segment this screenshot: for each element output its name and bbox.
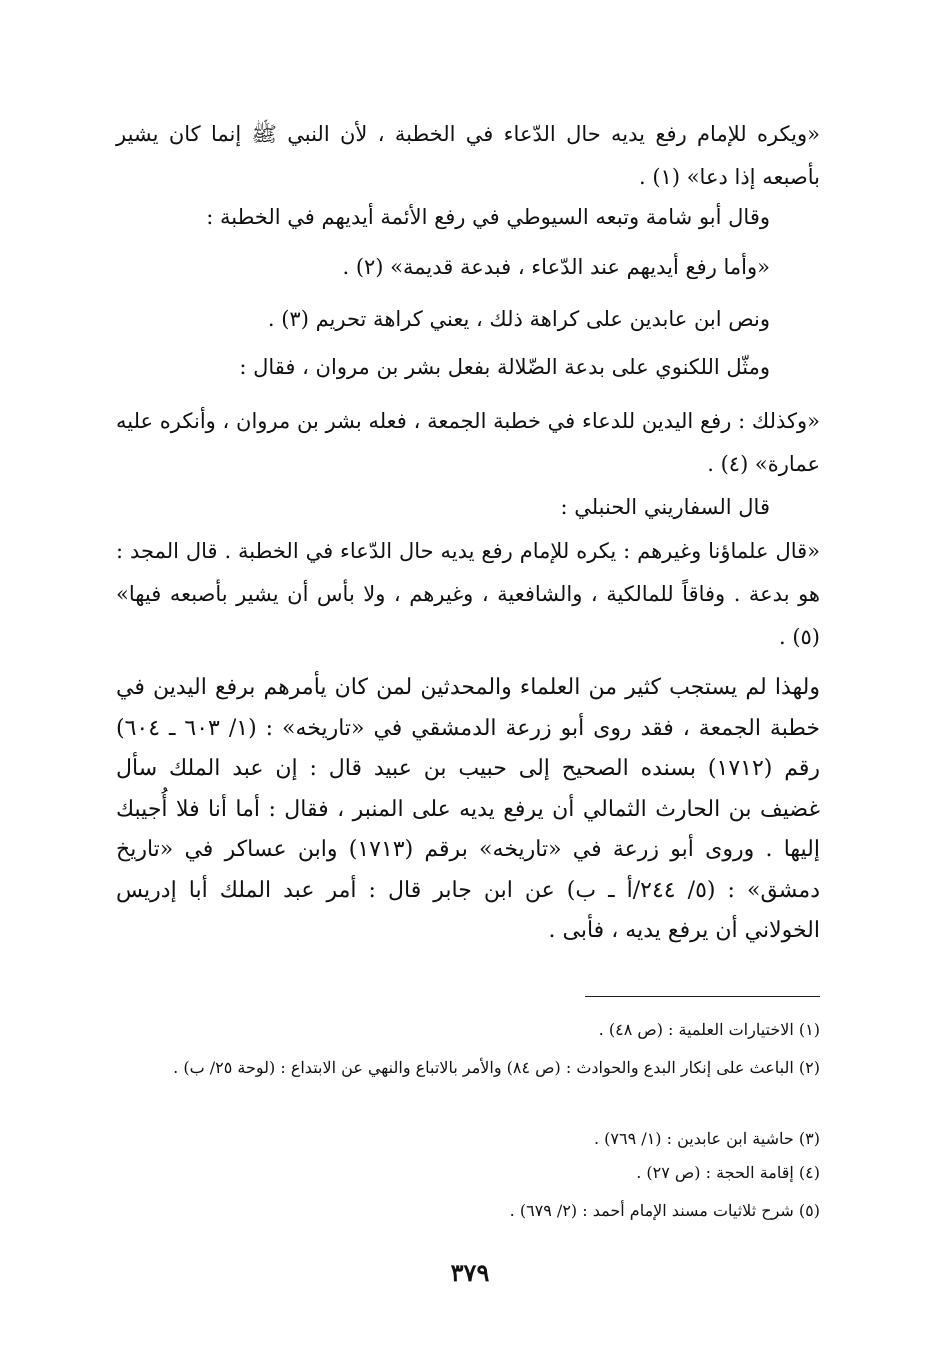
paragraph-narrations bbox=[116, 668, 820, 968]
paragraph-text: «قال علماؤنا وغيرهم : يكره للإمام رفع يديه حال الدّعاء في الخطبة . قال المجد : هو بدعة . وفاقاً للمالكية ، والشافعية ، وغيرهم ، ولا بأس أن يشير بأصبعه فيها» (٥) . bbox=[116, 539, 820, 649]
paragraph-ibn-abidin bbox=[116, 298, 770, 346]
paragraph-text: ومثّل اللكنوي على بدعة الضّلالة بفعل بشر بن مروان ، فقال : bbox=[239, 355, 770, 379]
paragraph-quote-4 bbox=[116, 400, 820, 490]
page-number: ٣٧٩ bbox=[450, 1258, 490, 1287]
paragraph-abu-shama bbox=[116, 196, 770, 244]
paragraph-laknawi bbox=[116, 346, 770, 394]
paragraph-quote-1 bbox=[116, 113, 820, 203]
paragraph-saffarini bbox=[116, 486, 770, 534]
paragraph-quote-5 bbox=[116, 530, 820, 660]
footnote-text: (٢) الباعث على إنكار البدع والحوادث : (ص ٨٤) والأمر بالاتباع والنهي عن الابتداع : (لوحة ٢٥/ ب) . bbox=[173, 1058, 820, 1077]
footnote-1 bbox=[116, 1016, 820, 1043]
footnote-5 bbox=[116, 1197, 820, 1224]
footnote-3 bbox=[116, 1125, 820, 1152]
paragraph-text: «وأما رفع أيديهم عند الدّعاء ، فبدعة قديمة» (٢) . bbox=[342, 255, 770, 279]
footnote-text: (١) الاختيارات العلمية : (ص ٤٨) . bbox=[598, 1020, 820, 1039]
paragraph-text: «وكذلك : رفع اليدين للدعاء في خطبة الجمعة ، فعله بشر بن مروان ، وأنكره عليه عمارة» (٤) . bbox=[116, 409, 820, 476]
footnote-4 bbox=[116, 1159, 820, 1186]
footnote-separator bbox=[585, 996, 820, 997]
paragraph-text: «ويكره للإمام رفع يديه حال الدّعاء في الخطبة ، لأن النبي ﷺ إنما كان يشير بأصبعه إذا دعا» (١) . bbox=[116, 122, 820, 189]
paragraph-text: قال السفاريني الحنبلي : bbox=[560, 495, 770, 519]
paragraph-text: ولهذا لم يستجب كثير من العلماء والمحدثين لمن كان يأمرهم برفع اليدين في خطبة الجمعة ، فقد روى أبو زرعة الدمشقي في «تاريخه» : (١/ ٦٠٣ ـ ٦٠٤) رقم (١٧١٢) بسنده الصحيح إلى حبيب بن عبيد قال : إن عبد الملك سأل غضيف بن الحارث الثمالي أن يرفع يديه على المنبر ، فقال : أما أنا فلا أُجيبك إليها . وروى أبو زرعة في «تاريخه» برقم (١٧١٣) وابن عساكر في «تاريخ دمشق» : (٥/ ٢٤٤/أ ـ ب) عن ابن جابر قال : أمر عبد الملك أبا إدريس الخولاني أن يرفع يديه ، فأبى . bbox=[116, 675, 821, 943]
footnote-text: (٤) إقامة الحجة : (ص ٢٧) . bbox=[636, 1163, 820, 1182]
footnote-text: (٣) حاشية ابن عابدين : (١/ ٧٦٩) . bbox=[594, 1129, 820, 1148]
footnote-text: (٥) شرح ثلاثيات مسند الإمام أحمد : (٢/ ٦٧٩) . bbox=[509, 1201, 820, 1220]
paragraph-quote-2 bbox=[116, 246, 770, 294]
paragraph-text: وقال أبو شامة وتبعه السيوطي في رفع الأئمة أيديهم في الخطبة : bbox=[206, 205, 770, 229]
paragraph-text: ونص ابن عابدين على كراهة ذلك ، يعني كراهة تحريم (٣) . bbox=[267, 307, 770, 331]
footnote-2 bbox=[116, 1054, 820, 1114]
